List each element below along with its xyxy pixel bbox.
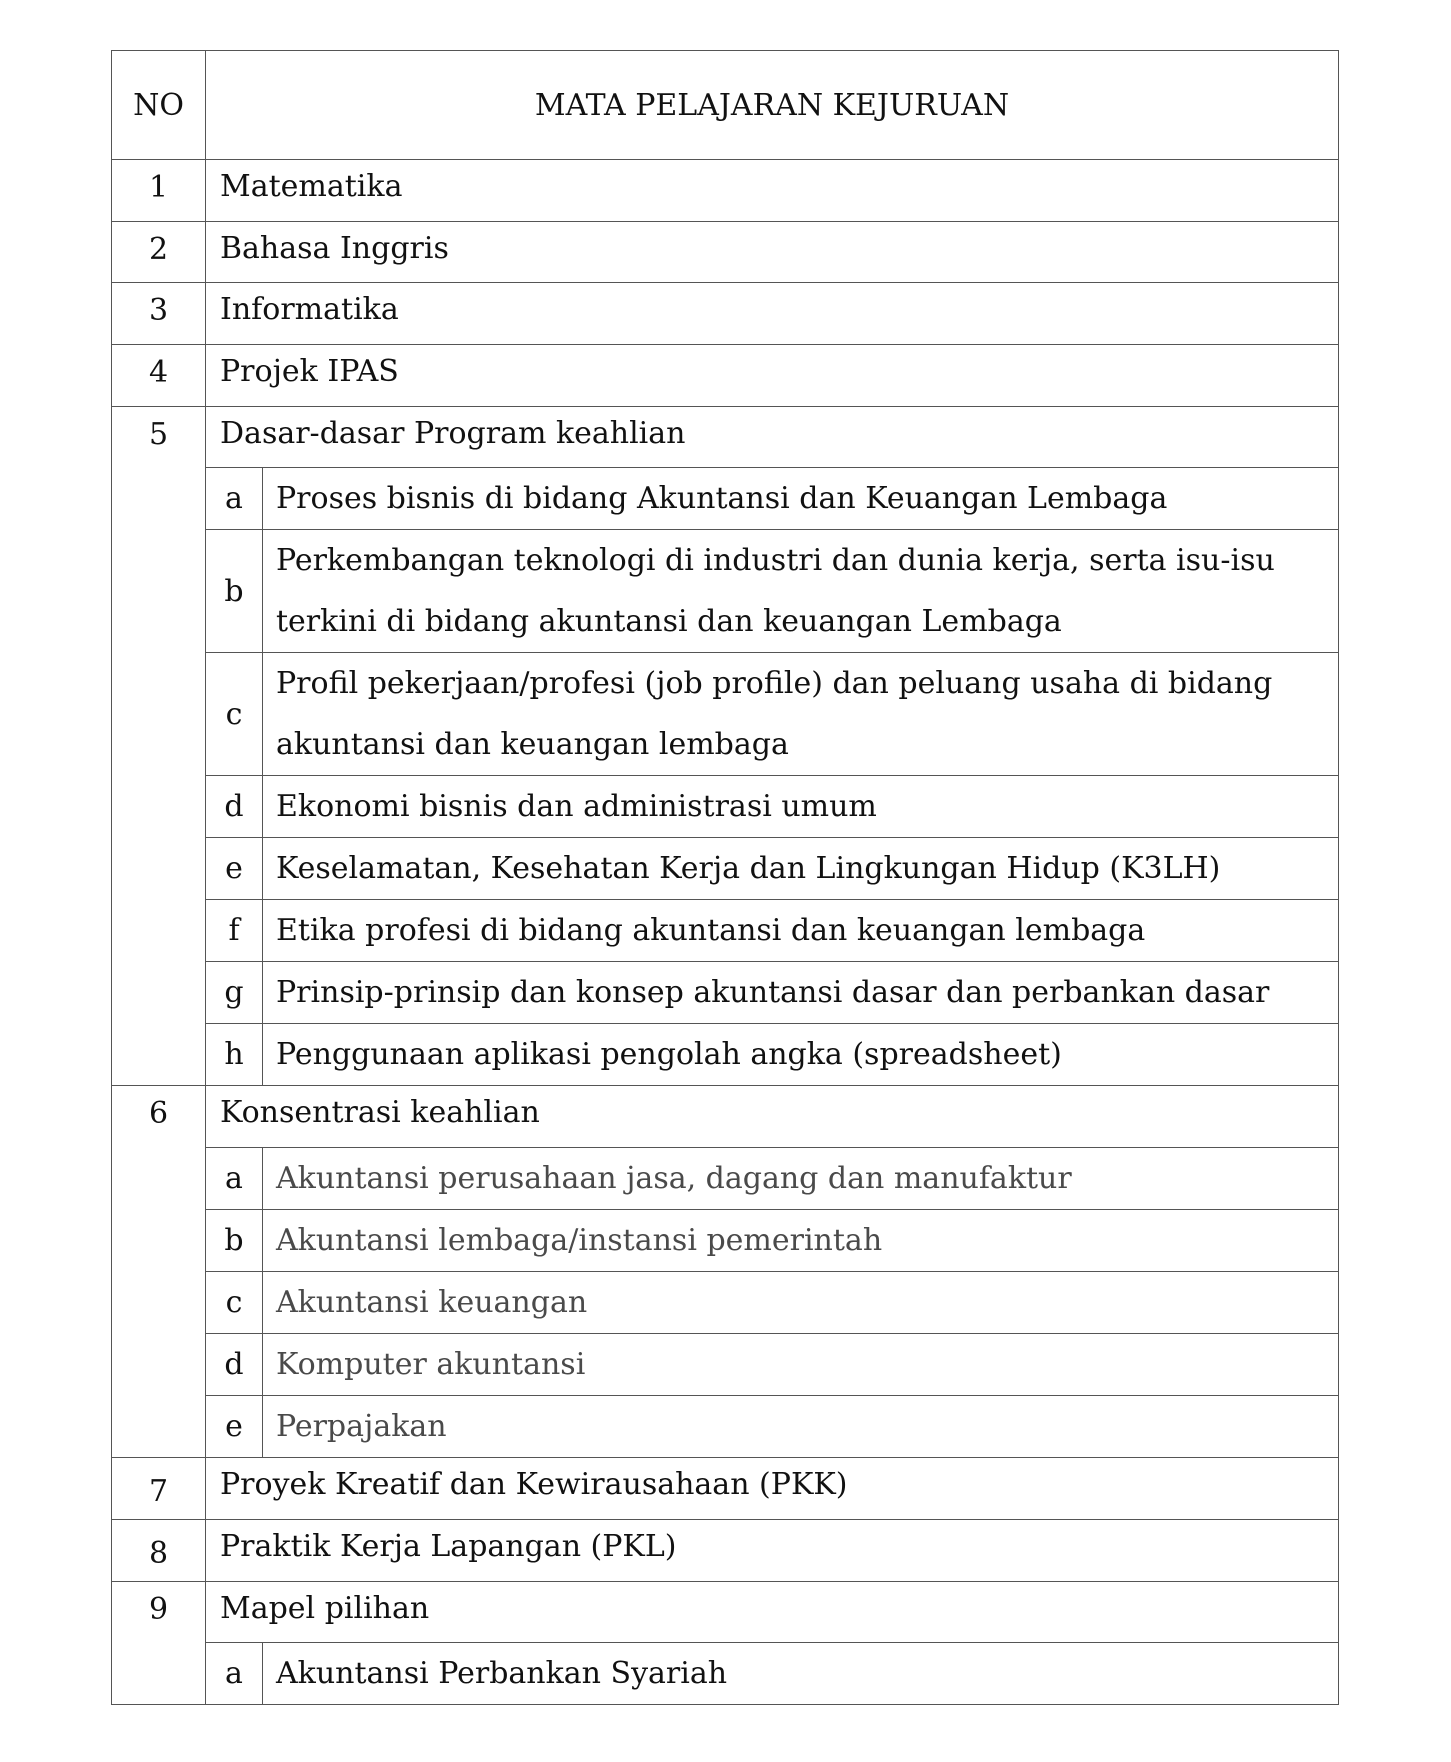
row-number: 9	[112, 1581, 206, 1705]
sub-row	[112, 1396, 1339, 1458]
row-label: Projek IPAS	[206, 345, 1339, 407]
sub-label: Ekonomi bisnis dan administrasi umum	[263, 776, 1339, 838]
row-number: 7	[112, 1458, 206, 1520]
table-row	[112, 406, 1339, 468]
sub-row	[112, 1148, 1339, 1210]
sub-row	[112, 1334, 1339, 1396]
header-no: NO	[112, 51, 206, 160]
sub-row	[112, 776, 1339, 838]
row-number: 8	[112, 1519, 206, 1581]
sub-label: Prinsip-prinsip dan konsep akuntansi dasar dan perbankan dasar	[263, 962, 1339, 1024]
sub-label: Akuntansi Perbankan Syariah	[263, 1643, 1339, 1705]
sub-letter: f	[206, 900, 263, 962]
row-number: 5	[112, 406, 206, 1086]
sub-letter: b	[206, 1210, 263, 1272]
table-row	[112, 160, 1339, 222]
sub-row	[112, 653, 1339, 776]
row-number: 2	[112, 221, 206, 283]
row-label: Proyek Kreatif dan Kewirausahaan (PKK)	[206, 1458, 1339, 1520]
row-label: Informatika	[206, 283, 1339, 345]
sub-row	[112, 1210, 1339, 1272]
sub-letter: e	[206, 838, 263, 900]
sub-letter: h	[206, 1024, 263, 1086]
header-title: MATA PELAJARAN KEJURUAN	[206, 51, 1339, 160]
table-row	[112, 1581, 1339, 1643]
sub-label: Penggunaan aplikasi pengolah angka (spreadsheet)	[263, 1024, 1339, 1086]
sub-letter: a	[206, 1643, 263, 1705]
sub-letter: e	[206, 1396, 263, 1458]
sub-letter: g	[206, 962, 263, 1024]
row-label: Konsentrasi keahlian	[206, 1086, 1339, 1148]
sub-label: Perpajakan	[263, 1396, 1339, 1458]
sub-row	[112, 1272, 1339, 1334]
sub-label: Akuntansi perusahaan jasa, dagang dan manufaktur	[263, 1148, 1339, 1210]
sub-row	[112, 962, 1339, 1024]
sub-row	[112, 530, 1339, 653]
sub-row	[112, 838, 1339, 900]
sub-label: Akuntansi lembaga/instansi pemerintah	[263, 1210, 1339, 1272]
row-number: 4	[112, 345, 206, 407]
subject-table	[111, 50, 1339, 1705]
sub-label: Akuntansi keuangan	[263, 1272, 1339, 1334]
row-number: 3	[112, 283, 206, 345]
table-row	[112, 221, 1339, 283]
sub-row	[112, 1643, 1339, 1705]
row-label: Praktik Kerja Lapangan (PKL)	[206, 1519, 1339, 1581]
table-row	[112, 283, 1339, 345]
sub-letter: d	[206, 1334, 263, 1396]
row-label: Dasar-dasar Program keahlian	[206, 406, 1339, 468]
sub-label: Perkembangan teknologi di industri dan dunia kerja, serta isu-isu terkini di bidang akuntansi dan keuangan Lembaga	[263, 530, 1339, 653]
sub-letter: c	[206, 653, 263, 776]
sub-letter: a	[206, 468, 263, 530]
table-header-row	[112, 51, 1339, 160]
sub-row	[112, 1024, 1339, 1086]
sub-label: Profil pekerjaan/profesi (job profile) dan peluang usaha di bidang akuntansi dan keuangan lembaga	[263, 653, 1339, 776]
row-label: Matematika	[206, 160, 1339, 222]
sub-letter: d	[206, 776, 263, 838]
row-number: 1	[112, 160, 206, 222]
sub-row	[112, 900, 1339, 962]
sub-letter: c	[206, 1272, 263, 1334]
sub-letter: a	[206, 1148, 263, 1210]
table-row	[112, 1458, 1339, 1520]
row-label: Mapel pilihan	[206, 1581, 1339, 1643]
row-number: 6	[112, 1086, 206, 1458]
table-row	[112, 1519, 1339, 1581]
row-label: Bahasa Inggris	[206, 221, 1339, 283]
sub-label: Etika profesi di bidang akuntansi dan keuangan lembaga	[263, 900, 1339, 962]
sub-label: Komputer akuntansi	[263, 1334, 1339, 1396]
sub-row	[112, 468, 1339, 530]
table-row	[112, 1086, 1339, 1148]
sub-label: Keselamatan, Kesehatan Kerja dan Lingkungan Hidup (K3LH)	[263, 838, 1339, 900]
sub-label: Proses bisnis di bidang Akuntansi dan Keuangan Lembaga	[263, 468, 1339, 530]
table-row	[112, 345, 1339, 407]
sub-letter: b	[206, 530, 263, 653]
